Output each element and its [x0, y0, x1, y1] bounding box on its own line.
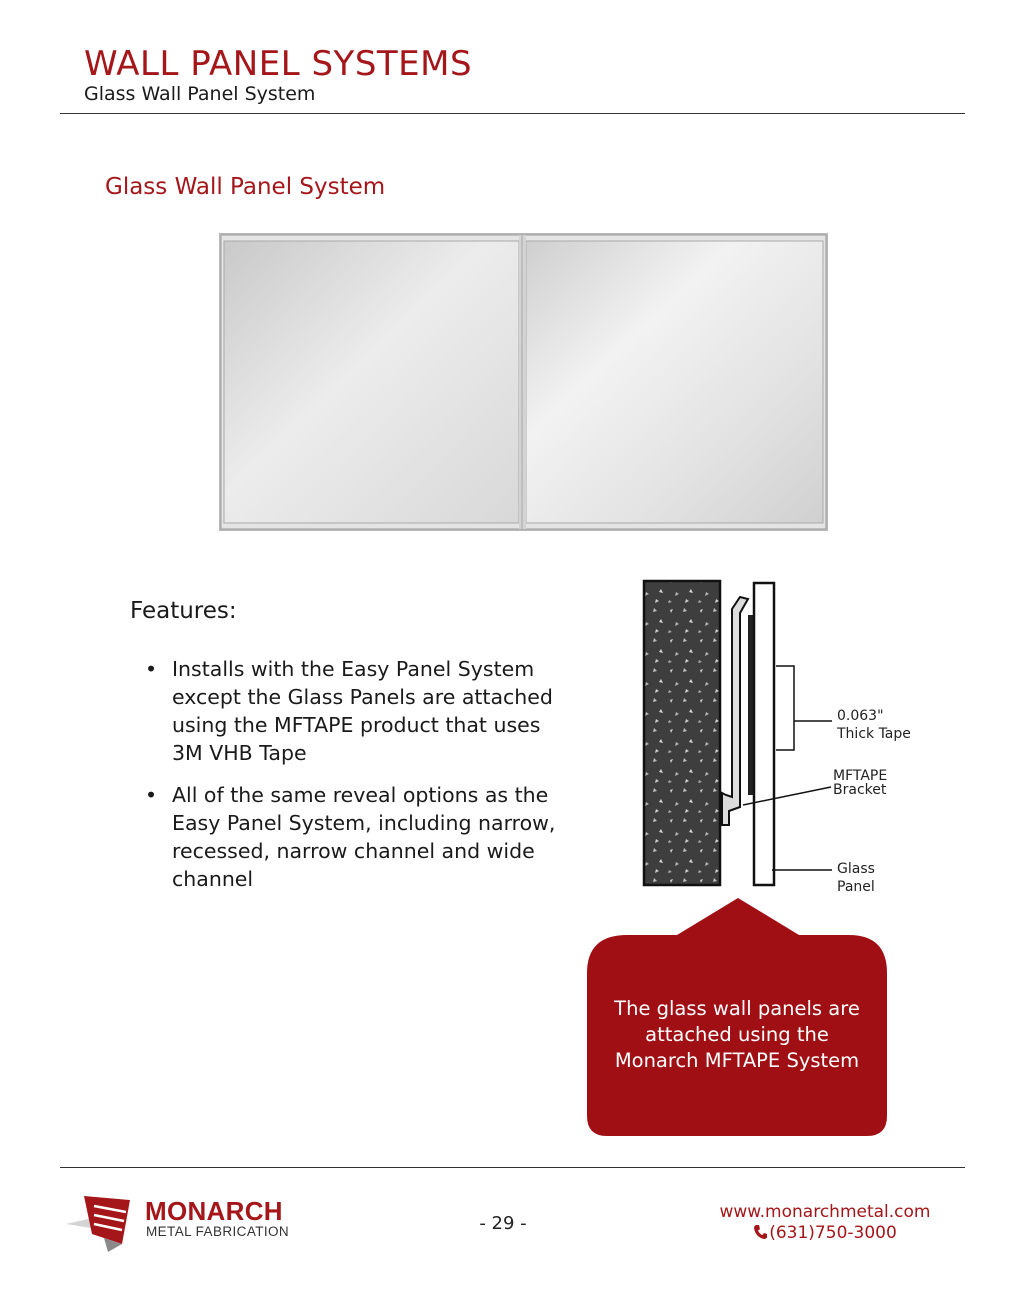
logo-company-subtitle: METAL FABRICATION [146, 1224, 290, 1239]
logo-company-name: MONARCH [145, 1196, 283, 1226]
glass-panel-photo [219, 233, 828, 531]
document-title: WALL PANEL SYSTEMS [84, 44, 473, 84]
phone-number[interactable]: (631)750-3000 [700, 1223, 950, 1243]
bullet-icon: • [145, 783, 158, 807]
bullet-icon: • [145, 657, 158, 681]
mftape-bracket [722, 597, 748, 825]
features-heading: Features: [130, 598, 237, 624]
feature-text: All of the same reveal options as the Easy Panel System, including narrow, recessed, narrow channel and wide channel [172, 783, 556, 891]
website-link[interactable]: www.monarchmetal.com [719, 1202, 931, 1222]
glass-panel [754, 583, 774, 885]
footer-divider [60, 1167, 965, 1168]
features-list [145, 655, 565, 907]
page-number: - 29 - [479, 1213, 527, 1234]
header-divider [60, 113, 965, 114]
phone-icon [753, 1224, 768, 1240]
bracket-label: MFTAPE Bracket [833, 768, 888, 798]
list-item [145, 655, 565, 767]
feature-text: Installs with the Easy Panel System except the Glass Panels are attached using the MFTAPE product that uses 3M VHB Tape [172, 657, 553, 765]
tape-label: 0.063" Thick Tape [837, 708, 911, 742]
glass-panel-label: Glass Panel [837, 861, 875, 895]
list-item [145, 781, 565, 893]
callout-text: The glass wall panels are attached using the Monarch MFTAPE System [614, 997, 860, 1072]
wall-substrate [644, 581, 720, 885]
section-title: Glass Wall Panel System [105, 174, 386, 200]
document-subtitle: Glass Wall Panel System [84, 83, 316, 105]
